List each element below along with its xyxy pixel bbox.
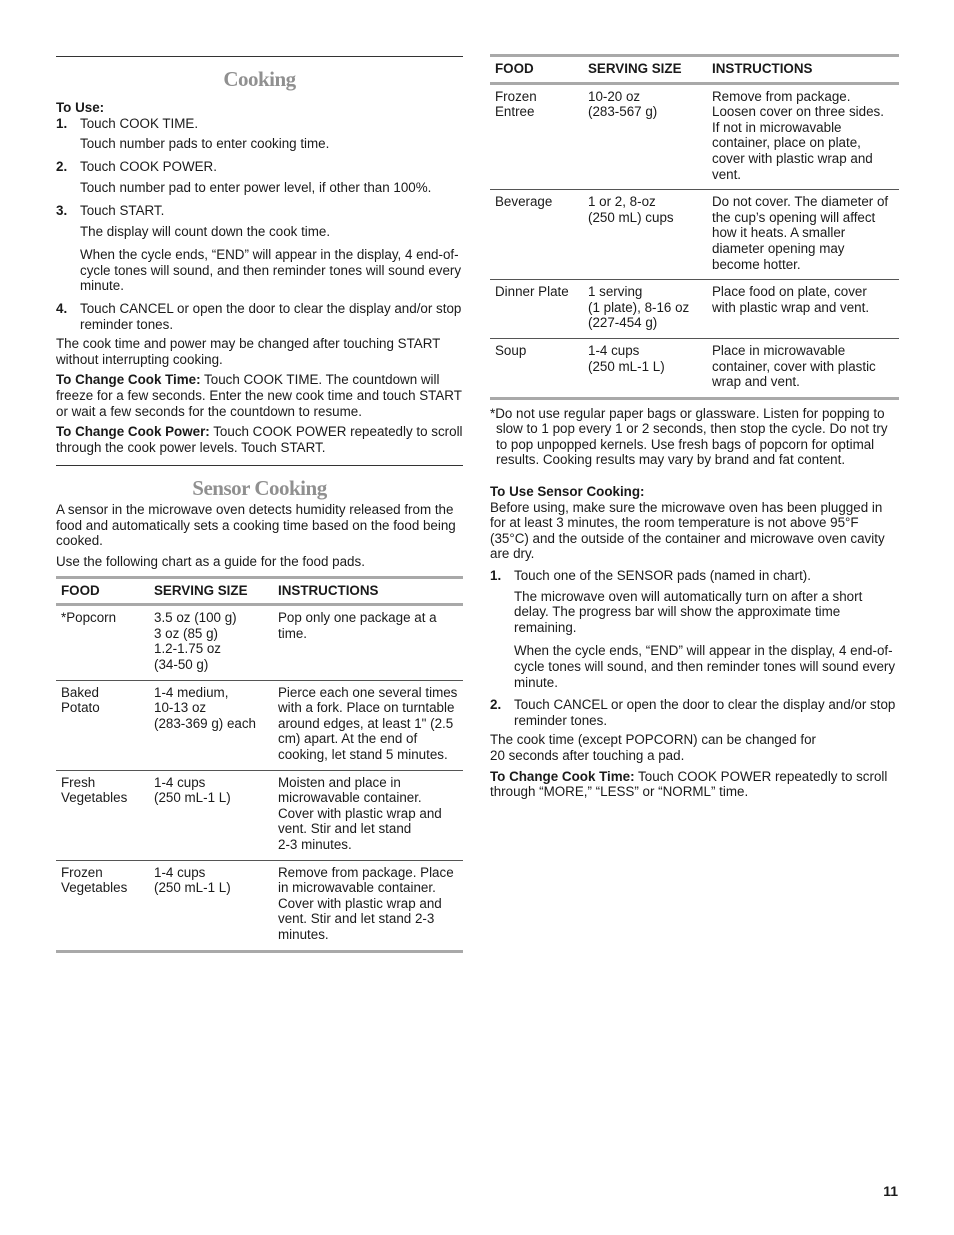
step-number: 2. xyxy=(490,697,502,713)
table-body xyxy=(490,83,899,398)
cell-food: Frozen Vegetables xyxy=(56,860,149,951)
cooking-to-use-heading: To Use: xyxy=(56,100,105,115)
step-line: Touch one of the SENSOR pads (named in chart). xyxy=(514,568,811,584)
page-number: 11 xyxy=(883,1183,898,1199)
step-number: 4. xyxy=(56,300,68,316)
step-line: When the cycle ends, “END” will appear in the display, 4 end-of-cycle tones will sound, and then reminder tones will sound every minute. xyxy=(80,247,462,294)
header-instructions: INSTRUCTIONS xyxy=(707,56,899,84)
cooking-step-3 xyxy=(56,203,463,294)
table-header-row xyxy=(490,56,899,84)
cell-instructions: Pop only one package at a time. xyxy=(273,605,463,680)
step-line: Touch COOK TIME. xyxy=(80,115,199,131)
cell-food: Soup xyxy=(490,338,583,398)
cell-instructions: Remove from package. Place in microwavable container. Cover with plastic wrap and vent. Stir and let stand 2-3 minutes. xyxy=(273,860,463,951)
cell-serving-size: 10-20 oz (283-567 g) xyxy=(583,83,707,190)
cell-serving-size: 1-4 medium, 10-13 oz (283-369 g) each xyxy=(149,680,273,770)
sensor-step-1 xyxy=(490,568,899,690)
cooking-step-1 xyxy=(56,116,463,152)
cooking-step-4 xyxy=(56,301,463,332)
cell-food: Frozen Entree xyxy=(490,83,583,190)
sensor-chart-note: Use the following chart as a guide for the food pads. xyxy=(56,554,365,570)
cell-instructions: Moisten and place in microwavable container. Cover with plastic wrap and vent. Stir and let stand 2-3 minutes. xyxy=(273,770,463,860)
sensor-cooking-title: Sensor Cooking xyxy=(192,476,327,501)
right-column xyxy=(490,0,899,800)
cooking-change-note: The cook time and power may be changed after touching START without interrupting cooking. xyxy=(56,336,441,367)
header-instructions: INSTRUCTIONS xyxy=(273,577,463,605)
table-header-row xyxy=(56,577,463,605)
step-line: Touch START. xyxy=(80,202,165,218)
cell-serving-size: 1-4 cups (250 mL-1 L) xyxy=(149,770,273,860)
change-time-text: Touch COOK POWER repeatedly to scroll through “MORE,” “LESS” or “NORML” time. xyxy=(490,768,888,800)
table-row xyxy=(490,83,899,190)
cooking-rule xyxy=(56,56,463,57)
sensor-change-time xyxy=(490,769,899,800)
cell-instructions: Place food on plate, cover with plastic wrap and vent. xyxy=(707,280,899,339)
sensor-before-using: Before using, make sure the microwave oven has been plugged in for at least 3 minutes, the room temperature is not above 95°F (35°C) and the outside of the container and microwave oven cavity are dry. xyxy=(490,499,885,562)
step-line: Touch CANCEL or open the door to clear the display and/or stop reminder tones. xyxy=(80,300,462,332)
cooking-title: Cooking xyxy=(223,67,296,91)
sensor-food-table-right xyxy=(490,54,899,400)
cell-food: Fresh Vegetables xyxy=(56,770,149,860)
cell-serving-size: 3.5 oz (100 g) 3 oz (85 g) 1.2-1.75 oz (34-50 g) xyxy=(149,605,273,680)
table-row xyxy=(490,338,899,398)
table-row xyxy=(56,770,463,860)
cell-food: Baked Potato xyxy=(56,680,149,770)
change-power-text: Touch COOK POWER repeatedly to scroll through the cook power levels. Touch START. xyxy=(56,424,463,455)
step-line: The display will count down the cook time. xyxy=(80,223,331,239)
cell-serving-size: 1 serving (1 plate), 8-16 oz (227-454 g) xyxy=(583,280,707,339)
change-time-text: Touch COOK TIME. The countdown will freeze for a few seconds. Enter the new cook time and touch START or wait a few seconds for the countdown to resume. xyxy=(56,372,462,419)
cell-serving-size: 1-4 cups (250 mL-1 L) xyxy=(583,338,707,398)
step-number: 1. xyxy=(56,115,68,131)
cell-food: Beverage xyxy=(490,190,583,280)
cell-food: Dinner Plate xyxy=(490,280,583,339)
step-number: 3. xyxy=(56,202,68,218)
sensor-to-use-heading: To Use Sensor Cooking: xyxy=(490,484,645,500)
sensor-intro: A sensor in the microwave oven detects humidity released from the food and automatically sets a cooking time based on the food being cooked. xyxy=(56,502,456,549)
cooking-change-time xyxy=(56,372,463,419)
step-line: Touch CANCEL or open the door to clear the display and/or stop reminder tones. xyxy=(514,697,896,728)
header-serving-size: SERVING SIZE xyxy=(149,577,273,605)
table-row xyxy=(56,860,463,951)
header-food: FOOD xyxy=(56,577,149,605)
left-column xyxy=(56,0,463,953)
table-row xyxy=(490,280,899,339)
cell-instructions: Do not cover. The diameter of the cup’s opening will affect how it heats. A smaller diameter opening may become hotter. xyxy=(707,190,899,280)
step-line: Touch number pads to enter cooking time. xyxy=(80,136,330,152)
change-time-label: To Change Cook Time: xyxy=(490,768,635,784)
table-row xyxy=(56,680,463,770)
sensor-step-2 xyxy=(490,697,899,728)
step-number: 1. xyxy=(490,568,502,584)
sensor-change-note: The cook time (except POPCORN) can be changed for 20 seconds after touching a pad. xyxy=(490,732,816,763)
step-line: Touch number pad to enter power level, if other than 100%. xyxy=(80,180,432,196)
header-serving-size: SERVING SIZE xyxy=(583,56,707,84)
step-number: 2. xyxy=(56,158,68,174)
step-line: Touch COOK POWER. xyxy=(80,158,217,174)
sensor-rule xyxy=(56,465,463,466)
cooking-step-2 xyxy=(56,159,463,196)
sensor-food-table-left xyxy=(56,576,463,953)
table-row xyxy=(490,190,899,280)
change-power-label: To Change Cook Power: xyxy=(56,424,210,440)
table-row xyxy=(56,605,463,680)
popcorn-footnote: *Do not use regular paper bags or glassware. Listen for popping to slow to 1 pop every 1 or 2 seconds, then stop the cycle. Do not try to pop unpopped kernels. Use fresh bags of popcorn for optimal results. Cooking results may vary by brand and fat content. xyxy=(490,405,888,468)
header-food: FOOD xyxy=(490,56,583,84)
step-line: When the cycle ends, “END” will appear in the display, 4 end-of-cycle tones will sound, and then reminder tones will sound every minute. xyxy=(514,643,896,690)
cell-serving-size: 1-4 cups (250 mL-1 L) xyxy=(149,860,273,951)
cell-instructions: Pierce each one several times with a fork. Place on turntable around edges, at least 1" (2.5 cm) apart. At the end of cooking, let stand 5 minutes. xyxy=(273,680,463,770)
cell-instructions: Place in microwavable container, cover with plastic wrap and vent. xyxy=(707,338,899,398)
cooking-change-power xyxy=(56,424,463,455)
change-time-label: To Change Cook Time: xyxy=(56,372,201,388)
table-body xyxy=(56,605,463,951)
cell-serving-size: 1 or 2, 8-oz (250 mL) cups xyxy=(583,190,707,280)
cell-instructions: Remove from package. Loosen cover on three sides. If not in microwavable container, place on plate, cover with plastic wrap and vent. xyxy=(707,83,899,190)
step-line: The microwave oven will automatically turn on after a short delay. The progress bar will show the approximate time remaining. xyxy=(514,588,863,635)
cell-food: *Popcorn xyxy=(56,605,149,680)
